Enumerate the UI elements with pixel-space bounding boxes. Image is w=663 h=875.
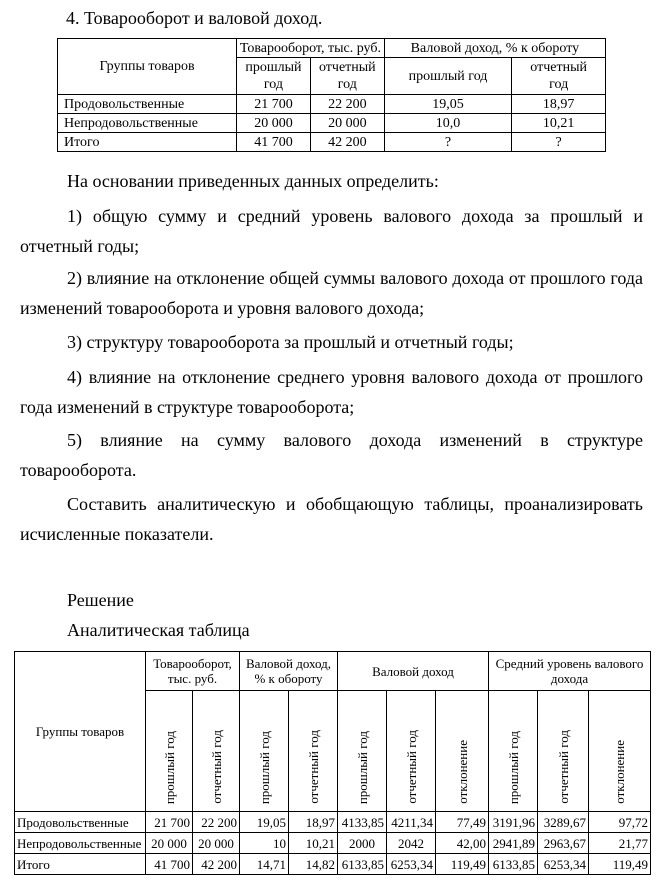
row-label: Итого — [15, 854, 146, 875]
cell: 10 — [240, 833, 289, 854]
table-row — [15, 833, 651, 854]
cell: 10,21 — [289, 833, 338, 854]
cell: ? — [512, 133, 606, 152]
cell: 41 700 — [146, 854, 193, 875]
h-gross-pct-curr: отчетный год — [289, 691, 338, 812]
cell: 42,00 — [436, 833, 489, 854]
row-label: Непродовольственные — [58, 114, 237, 133]
avg-header: Средний уровень валового дохода — [489, 652, 651, 691]
cell: 2941,89 — [489, 833, 538, 854]
cell: 41 700 — [237, 133, 311, 152]
cell: 119,49 — [589, 854, 651, 875]
cell: 19,05 — [384, 95, 512, 114]
cell: 22 200 — [310, 95, 384, 114]
h-avg-curr: отчетный год — [538, 691, 589, 812]
cell: 2000 — [338, 833, 387, 854]
row-label: Продовольственные — [58, 95, 237, 114]
h-avg-prev: прошлый год — [489, 691, 538, 812]
cell: 14,71 — [240, 854, 289, 875]
cell: 42 200 — [193, 854, 240, 875]
cell: 2042 — [387, 833, 436, 854]
task-final: Составить аналитическую и обобщающую таблицы, проанализировать исчисленные показатели. — [20, 494, 643, 544]
turnover-table — [57, 38, 606, 152]
section-heading: 4. Товарооборот и валовой доход. — [66, 8, 323, 28]
row-label: Итого — [58, 133, 237, 152]
cell: 77,49 — [436, 812, 489, 833]
cell: 20 000 — [310, 114, 384, 133]
row-label: Непродовольственные — [15, 833, 146, 854]
h-turnover-curr: отчетный год — [193, 691, 240, 812]
col-groups-header: Группы товаров — [15, 652, 146, 812]
col-groups-header: Группы товаров — [58, 39, 237, 95]
cell: 97,72 — [589, 812, 651, 833]
cell: 42 200 — [310, 133, 384, 152]
cell: 10,0 — [384, 114, 512, 133]
turnover-header: Товарооборот, тыс. руб. — [146, 652, 240, 691]
h-gross-pct-prev: прошлый год — [240, 691, 289, 812]
cell: 21 700 — [146, 812, 193, 833]
task-item-5: 5) влияние на сумму валового дохода изменений в структуре товарооборота. — [20, 430, 643, 480]
table-row — [15, 812, 651, 833]
cell: 119,49 — [436, 854, 489, 875]
cell: 19,05 — [240, 812, 289, 833]
cell: 6253,34 — [387, 854, 436, 875]
analytic-table-title: Аналитическая таблица — [67, 620, 250, 640]
cell: 18,97 — [289, 812, 338, 833]
row-label: Продовольственные — [15, 812, 146, 833]
turnover-curr-header: отчетный год — [310, 58, 384, 95]
cell: 2963,67 — [538, 833, 589, 854]
h-gross-curr: отчетный год — [387, 691, 436, 812]
task-item-2: 2) влияние на отклонение общей суммы валового дохода от прошлого года изменений товарооборота и уровня валового дохода; — [20, 268, 643, 318]
h-gross-dev: отклонение — [436, 691, 489, 812]
cell: 4211,34 — [387, 812, 436, 833]
table-row — [58, 114, 606, 133]
gross-header: Валовой доход, % к обороту — [384, 39, 605, 58]
task-item-4: 4) влияние на отклонение среднего уровня валового дохода от прошлого года изменений в структуре товарооборота; — [20, 367, 643, 417]
turnover-header: Товарооборот, тыс. руб. — [237, 39, 385, 58]
h-turnover-prev: прошлый год — [146, 691, 193, 812]
h-gross-prev: прошлый год — [338, 691, 387, 812]
task-item-3: 3) структуру товарооборота за прошлый и отчетный годы; — [67, 332, 514, 352]
solution-heading: Решение — [67, 590, 134, 610]
h-avg-dev: отклонение — [589, 691, 651, 812]
cell: 18,97 — [512, 95, 606, 114]
cell: 21,77 — [589, 833, 651, 854]
cell: 20 000 — [237, 114, 311, 133]
table-row — [58, 133, 606, 152]
analytic-table — [14, 651, 651, 875]
cell: 10,21 — [512, 114, 606, 133]
cell: 4133,85 — [338, 812, 387, 833]
gross-pct-header: Валовой доход, % к обороту — [240, 652, 338, 691]
cell: 21 700 — [237, 95, 311, 114]
turnover-prev-header: прошлый год — [237, 58, 311, 95]
cell: 22 200 — [193, 812, 240, 833]
table-row — [15, 854, 651, 875]
cell: ? — [384, 133, 512, 152]
cell: 6253,34 — [538, 854, 589, 875]
task-intro: На основании приведенных данных определить: — [67, 171, 439, 191]
task-item-1: 1) общую сумму и средний уровень валового дохода за прошлый и отчетный годы; — [20, 206, 643, 256]
cell: 20 000 — [193, 833, 240, 854]
gross-prev-header: прошлый год — [384, 58, 512, 95]
cell: 3289,67 — [538, 812, 589, 833]
gross-header: Валовой доход — [338, 652, 489, 691]
cell: 14,82 — [289, 854, 338, 875]
cell: 3191,96 — [489, 812, 538, 833]
cell: 20 000 — [146, 833, 193, 854]
cell: 6133,85 — [489, 854, 538, 875]
gross-curr-header: отчетный год — [512, 58, 606, 95]
table-row — [58, 95, 606, 114]
cell: 6133,85 — [338, 854, 387, 875]
